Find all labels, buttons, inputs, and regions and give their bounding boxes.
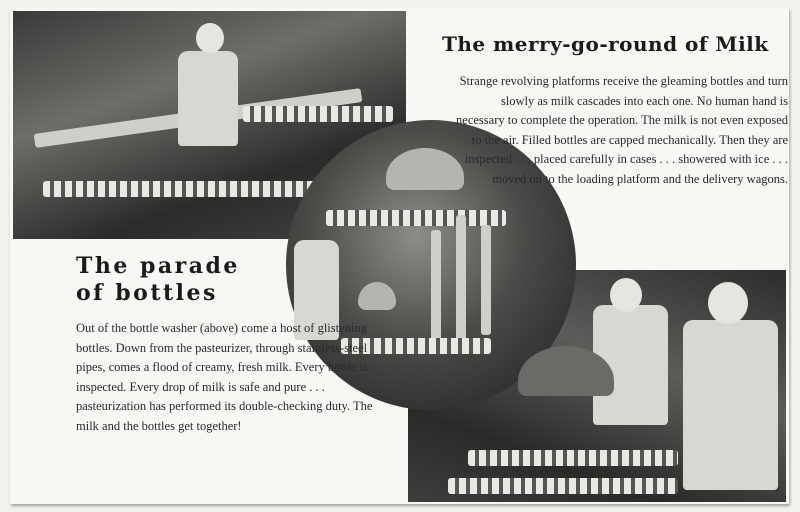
milk-body-text: Strange revolving platforms receive the gleaming bottles and turn slowly as milk cascades into each one. No human hand is necessary to complete the operation. The milk is not even exposed to the air. Filled bottles are capped mechanically. Then they are inspected . . . placed carefully in cases . . . showered with ice . . . moved on to the loading platform and the delivery wagons. bbox=[456, 74, 788, 186]
parade-headline-line2: of bottles bbox=[76, 280, 218, 306]
steel-pipe bbox=[481, 225, 491, 335]
brochure-page bbox=[10, 8, 789, 504]
parade-body-text: Out of the bottle washer (above) come a host of glistening bottles. Down from the pasteurizer, through stainless-steel pipes, comes a flood of creamy, fresh milk. Every bottle is inspected. Every drop of milk is safe and pure . . . pasteurization has performed its double-checking duty. The milk and the bottles get together! bbox=[76, 321, 373, 433]
worker-head bbox=[196, 23, 224, 53]
parade-headline-line1: The parade bbox=[76, 253, 240, 279]
steel-pipe bbox=[431, 230, 441, 350]
worker-figure bbox=[683, 320, 778, 490]
parade-headline bbox=[76, 253, 240, 307]
worker-figure bbox=[178, 51, 238, 146]
bottle-row bbox=[243, 106, 393, 122]
worker-head bbox=[708, 282, 748, 324]
worker-head bbox=[610, 278, 642, 312]
bottle-row bbox=[468, 450, 678, 466]
bottle-row bbox=[326, 210, 506, 226]
milk-headline: The merry-go-round of Milk bbox=[442, 32, 769, 56]
bottle-row bbox=[448, 478, 678, 494]
inspection-lamp bbox=[358, 282, 396, 310]
steel-pipe bbox=[456, 215, 466, 340]
